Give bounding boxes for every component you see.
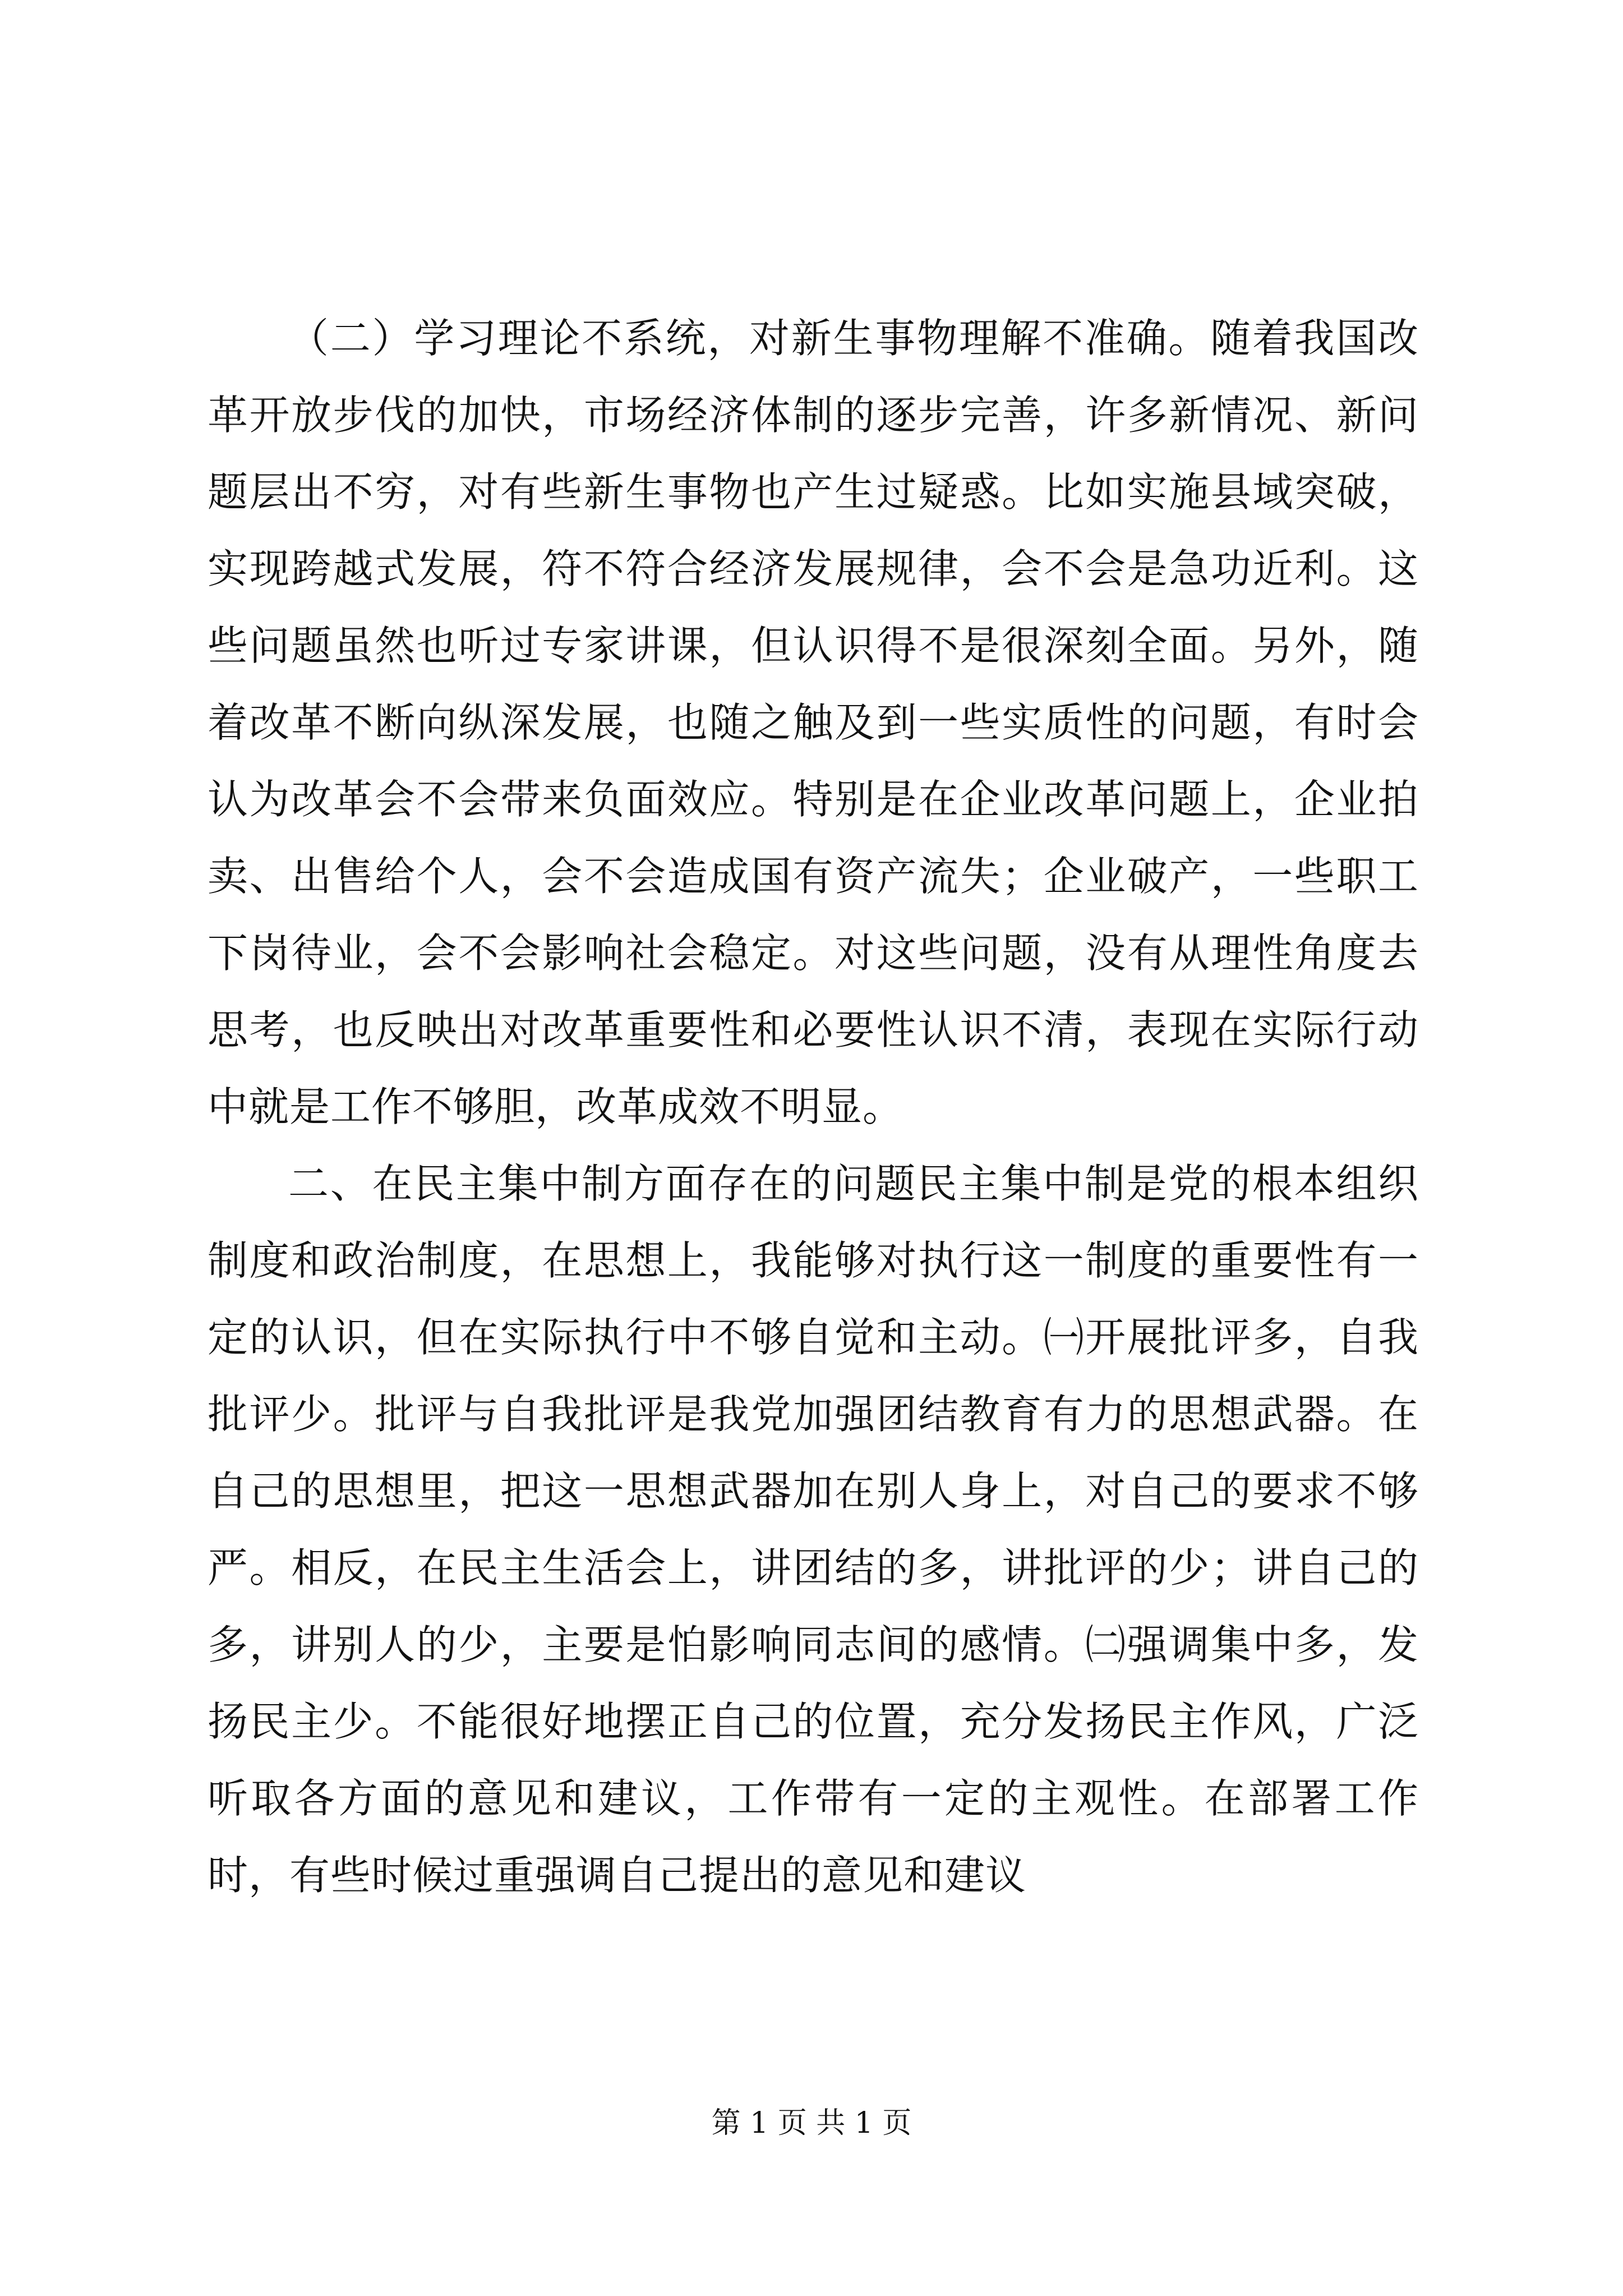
paragraph-democratic-centralism: 二、在民主集中制方面存在的问题民主集中制是党的根本组织制度和政治制度，在思想上，我能够对执行这一制度的重要性有一定的认识，但在实际执行中不够自觉和主动。㈠开展批评多，自我批评少。批评与自我批评是我党加强团结教育有力的思想武器。在自己的思想里，把这一思想武器加在别人身上，对自己的要求不够严。相反，在民主生活会上，讲团结的多，讲批评的少；讲自己的多，讲别人的少，主要是怕影响同志间的感情。㈡强调集中多，发扬民主少。不能很好地摆正自己的位置，充分发扬民主作风，广泛听取各方面的意见和建议，工作带有一定的主观性。在部署工作时，有些时候过重强调自己提出的意见和建议 (208, 1160, 1419, 1899)
document-body (208, 300, 1419, 1914)
paragraph-theory-study: （二）学习理论不系统，对新生事物理解不准确。随着我国改革开放步伐的加快，市场经济体制的逐步完善，许多新情况、新问题层出不穷，对有些新生事物也产生过疑惑。比如实施县域突破，实现跨越式发展，符不符合经济发展规律，会不会是急功近利。这些问题虽然也听过专家讲课，但认识得不是很深刻全面。另外，随着改革不断向纵深发展，也随之触及到一些实质性的问题，有时会认为改革会不会带来负面效应。特别是在企业改革问题上，企业拍卖、出售给个人，会不会造成国有资产流失；企业破产，一些职工下岗待业，会不会影响社会稳定。对这些问题，没有从理性角度去思考，也反映出对改革重要性和必要性认识不清，表现在实际行动中就是工作不够胆，改革成效不明显。 (208, 315, 1419, 1130)
page-footer: 第 1 页 共 1 页 (711, 2106, 912, 2140)
